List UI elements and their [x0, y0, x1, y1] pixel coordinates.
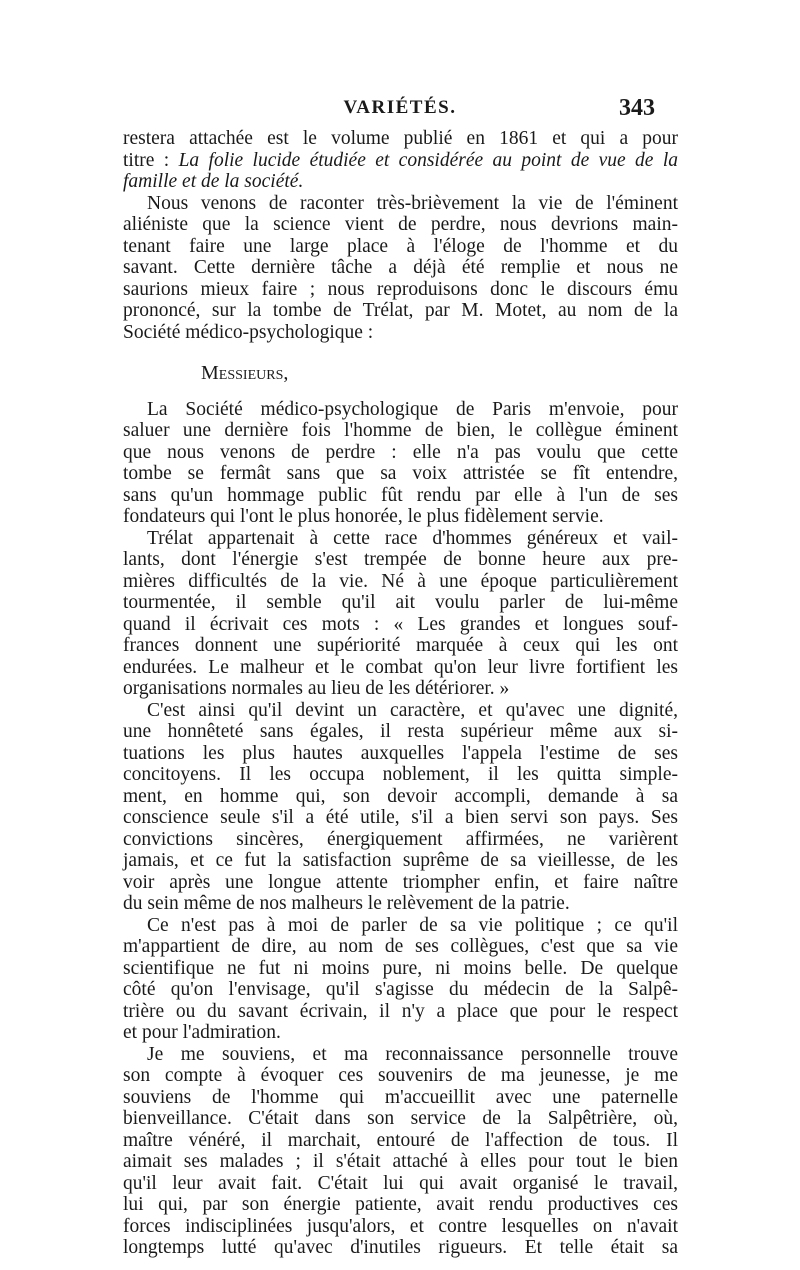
running-title: VARIÉTÉS. [343, 97, 457, 118]
text-run: mières difficultés de la vie. Né à une époque particulièrement [123, 570, 678, 592]
text-run: prononcé, sur la tombe de Trélat, par M. Motet, au nom de la [123, 300, 678, 321]
text-run: jamais, et ce fut la satisfaction suprême de sa vieillesse, de les [123, 850, 678, 871]
text-line [123, 893, 678, 915]
text-line [123, 528, 678, 550]
text-line [123, 872, 678, 894]
text-line [123, 850, 678, 872]
text-run: tourmentée, il semble qu'il ait voulu parler de lui-même [123, 592, 678, 613]
text-run: saluer une dernière fois l'homme de bien, le collègue éminent [123, 420, 678, 441]
text-line [123, 915, 678, 937]
text-run: Trélat appartenait à cette race d'hommes généreux et vail- [147, 527, 678, 549]
text-line [123, 442, 678, 464]
text-run: m'appartient de dire, au nom de ses collègues, c'est que sa vie [123, 936, 678, 957]
text-line [123, 614, 678, 636]
text-run: organisations normales au lieu de les détériorer. » [123, 678, 510, 699]
text-run: fondateurs qui l'ont le plus honorée, le plus fidèlement servie. [123, 506, 604, 527]
text-line [123, 257, 678, 279]
text-line [123, 214, 678, 236]
italic-text: La folie lucide étudiée et considérée au point de vue de la [178, 149, 678, 171]
text-run: conscience seule s'il a été utile, s'il a bien servi son pays. Ses [123, 807, 678, 828]
text-line [123, 420, 678, 442]
text-run: que nous venons de perdre : elle n'a pas voulu que cette [123, 441, 678, 463]
text-line [123, 807, 678, 829]
running-header [0, 93, 800, 123]
text-line [123, 1044, 678, 1066]
text-run: endurées. Le malheur et le combat qu'on leur livre fortifient les [123, 656, 678, 678]
text-run: du sein même de nos malheurs le relèvement de la patrie. [123, 893, 570, 914]
text-line [123, 300, 678, 322]
body-text [123, 128, 678, 1259]
text-run: titre : [123, 149, 179, 171]
text-run: savant. Cette dernière tâche a déjà été remplie et nous ne [123, 257, 678, 278]
text-run: bienveillance. C'était dans son service de la Salpêtrière, où, [123, 1108, 678, 1129]
text-run: lui qui, par son énergie patiente, avait rendu productives ces [123, 1194, 678, 1215]
text-run: forces indisciplinées jusqu'alors, et contre lesquelles on n'avait [123, 1215, 678, 1237]
text-line [123, 786, 678, 808]
text-line [123, 958, 678, 980]
text-line [123, 700, 678, 722]
text-line [123, 485, 678, 507]
text-line [123, 721, 678, 743]
text-line [123, 1065, 678, 1087]
text-run: qu'il leur avait fait. C'était lui qui avait organisé le travail, [123, 1172, 678, 1194]
text-line [123, 1001, 678, 1023]
text-run: voir après une longue attente triompher enfin, et faire naître [123, 871, 678, 893]
text-run: restera attachée est le volume publié en 1861 et qui a pour [123, 128, 678, 149]
text-run: sans qu'un hommage public fût rendu par elle à l'un de ses [123, 484, 678, 506]
text-line [123, 764, 678, 786]
text-run: scientifique ne fut ni moins pure, ni moins belle. De quelque [123, 957, 678, 979]
text-line [123, 1108, 678, 1130]
text-line [123, 549, 678, 571]
text-run: côté qu'on l'envisage, qu'il s'agisse du médecin de la Salpê- [123, 979, 678, 1000]
text-line [123, 1151, 678, 1173]
text-run: C'est ainsi qu'il devint un caractère, et qu'avec une dignité, [147, 699, 678, 721]
text-run: Je me souviens, et ma reconnaissance personnelle trouve [147, 1043, 678, 1065]
text-run: quand il écrivait ces mots : « Les grandes et longues souf- [123, 613, 678, 635]
text-run: longtemps lutté qu'avec d'inutiles rigueurs. Et telle était sa [123, 1237, 678, 1258]
salutation: Messieurs, [201, 362, 289, 384]
text-line [123, 1194, 678, 1216]
text-line [123, 171, 678, 193]
text-run: Ce n'est pas à moi de parler de sa vie politique ; ce qu'il [147, 914, 678, 936]
text-run: ment, en homme qui, son devoir accompli, demande à sa [123, 785, 678, 807]
text-line [123, 1237, 678, 1259]
text-line [123, 128, 678, 150]
text-line [123, 678, 678, 700]
text-run: lants, dont l'énergie s'est trempée de bonne heure aux pre- [123, 549, 678, 570]
text-run: tenant faire une large place à l'éloge de l'homme et du [123, 235, 678, 257]
text-line [123, 463, 678, 485]
text-line [123, 829, 678, 851]
text-line [123, 571, 678, 593]
text-line [123, 1216, 678, 1238]
text-run: Nous venons de raconter très-brièvement la vie de l'éminent [147, 192, 678, 214]
text-run: Société médico-psychologique : [123, 321, 374, 343]
page-number: 343 [619, 95, 655, 121]
text-run: La Société médico-psychologique de Paris m'envoie, pour [147, 398, 678, 420]
text-line [123, 1087, 678, 1109]
text-run: frances donnent une supériorité marquée à ceux qui les ont [123, 635, 678, 656]
text-line [123, 1130, 678, 1152]
text-run: concitoyens. Il les occupa noblement, il les quitta simple- [123, 764, 678, 785]
italic-text: famille et de la société. [123, 171, 304, 192]
text-line [123, 936, 678, 958]
text-run: son compte à évoquer ces souvenirs de ma jeunesse, je me [123, 1065, 678, 1086]
text-line [123, 979, 678, 1001]
text-run: saurions mieux faire ; nous reproduisons donc le discours ému [123, 278, 678, 300]
text-line [123, 592, 678, 614]
text-line [123, 1173, 678, 1195]
text-run: convictions sincères, énergiquement affirmées, ne varièrent [123, 828, 678, 850]
text-run: et pour l'admiration. [123, 1022, 281, 1043]
text-line [123, 193, 678, 215]
text-line [123, 657, 678, 679]
text-run: aimait ses malades ; il s'était attaché à elles pour tout le bien [123, 1151, 678, 1172]
text-line [123, 236, 678, 258]
text-line [123, 1022, 678, 1044]
text-line [123, 399, 678, 421]
text-run: tombe se fermât sans que sa voix attristée se fît entendre, [123, 463, 678, 484]
text-line [123, 150, 678, 172]
text-run: souviens de l'homme qui m'accueillit avec une paternelle [123, 1086, 678, 1108]
text-line [123, 635, 678, 657]
text-line [123, 743, 678, 765]
text-line [123, 506, 678, 528]
text-run: aliéniste que la science vient de perdre, nous devrions main- [123, 214, 678, 235]
text-run: une honnêteté sans égales, il resta supérieur même aux si- [123, 721, 678, 742]
text-run: tuations les plus hautes auxquelles l'appela l'estime de ses [123, 742, 678, 764]
text-run: trière ou du savant écrivain, il n'y a place que pour le respect [123, 1000, 678, 1022]
text-line [123, 279, 678, 301]
text-line [123, 322, 678, 344]
text-run: maître vénéré, il marchait, entouré de l'affection de tous. Il [123, 1129, 678, 1151]
